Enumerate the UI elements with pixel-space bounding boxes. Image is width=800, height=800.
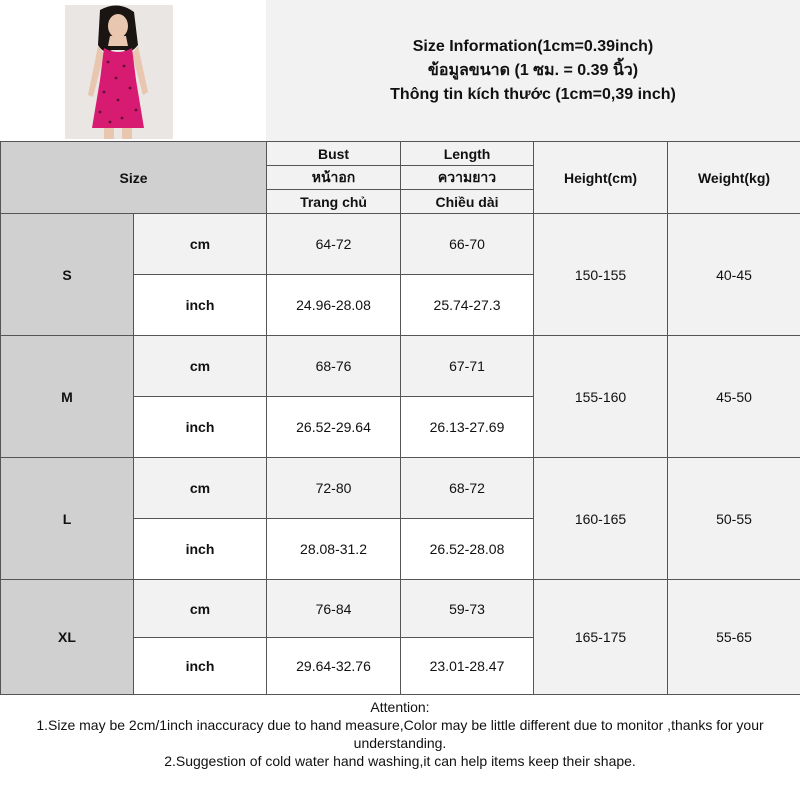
weight-header: Weight(kg): [668, 142, 800, 214]
bust-inch-value: 28.08-31.2: [267, 519, 401, 580]
header-line-english: Size Information(1cm=0.39inch): [412, 37, 654, 55]
unit-cm: cm: [134, 214, 267, 275]
unit-inch: inch: [134, 519, 267, 580]
size-s-label: S: [1, 214, 134, 336]
length-inch-value: 26.52-28.08: [401, 519, 534, 580]
bust-cm-value: 72-80: [267, 458, 401, 519]
attention-title: Attention:: [370, 699, 430, 715]
weight-value: 45-50: [668, 336, 800, 458]
attention-note-2: 2.Suggestion of cold water hand washing,it can help items keep their shape.: [164, 753, 636, 769]
unit-inch: inch: [134, 275, 267, 336]
bust-cm-value: 68-76: [267, 336, 401, 397]
length-header-en: Length: [401, 142, 534, 166]
size-header: Size: [1, 142, 267, 214]
length-inch-value: 25.74-27.3: [401, 275, 534, 336]
bust-cm-value: 64-72: [267, 214, 401, 275]
bust-header-vi: Trang chủ: [267, 190, 401, 214]
bust-cm-value: 76-84: [267, 580, 401, 638]
length-cm-value: 67-71: [401, 336, 534, 397]
size-l-label: L: [1, 458, 134, 580]
size-xl-label: XL: [1, 580, 134, 695]
length-cm-value: 68-72: [401, 458, 534, 519]
size-m-label: M: [1, 336, 134, 458]
bust-header-th: หน้าอก: [267, 166, 401, 190]
height-header: Height(cm): [534, 142, 668, 214]
product-photo: [0, 0, 266, 141]
bust-inch-value: 26.52-29.64: [267, 397, 401, 458]
unit-inch: inch: [134, 397, 267, 458]
length-cm-value: 59-73: [401, 580, 534, 638]
attention-notes: [0, 696, 800, 800]
length-header-th: ความยาว: [401, 166, 534, 190]
header-line-thai: ข้อมูลขนาด (1 ซม. = 0.39 นิ้ว): [427, 61, 639, 79]
height-value: 155-160: [534, 336, 668, 458]
bust-inch-value: 29.64-32.76: [267, 638, 401, 695]
length-inch-value: 23.01-28.47: [401, 638, 534, 695]
bust-header-en: Bust: [267, 142, 401, 166]
height-value: 160-165: [534, 458, 668, 580]
height-value: 150-155: [534, 214, 668, 336]
attention-note-1: 1.Size may be 2cm/1inch inaccuracy due to hand measure,Color may be little different due to monitor ,thanks for your understanding.: [36, 717, 764, 751]
length-inch-value: 26.13-27.69: [401, 397, 534, 458]
size-table: [0, 141, 800, 695]
header-line-vietnamese: Thông tin kích thước (1cm=0,39 inch): [390, 85, 676, 103]
weight-value: 50-55: [668, 458, 800, 580]
unit-cm: cm: [134, 458, 267, 519]
height-value: 165-175: [534, 580, 668, 695]
unit-inch: inch: [134, 638, 267, 695]
length-cm-value: 66-70: [401, 214, 534, 275]
weight-value: 40-45: [668, 214, 800, 336]
bust-inch-value: 24.96-28.08: [267, 275, 401, 336]
unit-cm: cm: [134, 336, 267, 397]
product-photo-cell: [0, 0, 267, 142]
size-information-header: [266, 0, 800, 142]
unit-cm: cm: [134, 580, 267, 638]
weight-value: 55-65: [668, 580, 800, 695]
length-header-vi: Chiều dài: [401, 190, 534, 214]
